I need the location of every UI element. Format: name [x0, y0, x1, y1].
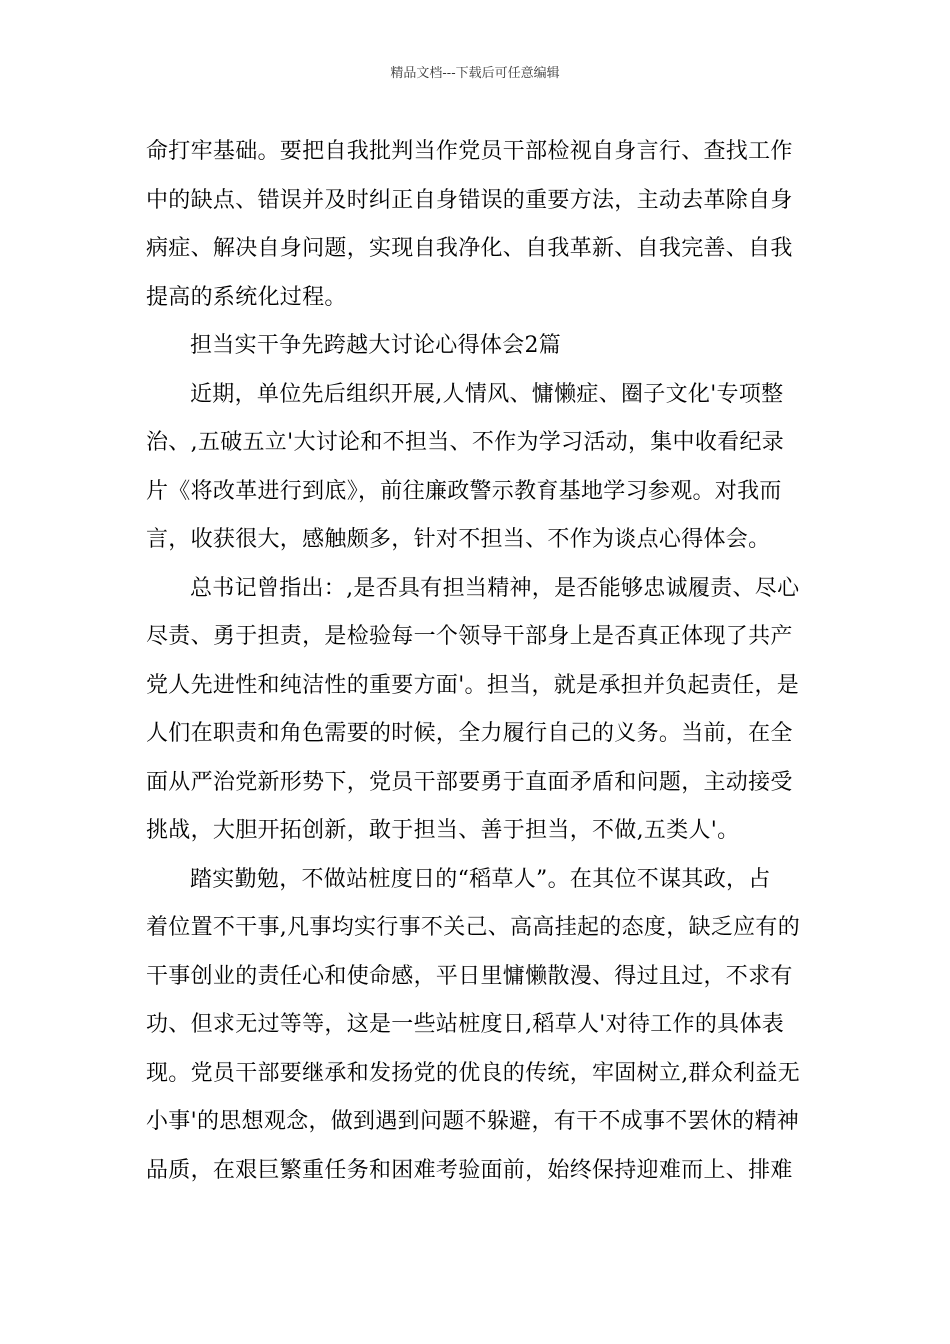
text-line: 病症、解决自身问题，实现自我净化、自我革新、自我完善、自我 — [146, 236, 793, 261]
text-line: 小事'的思想观念，做到遇到问题不躲避，有干不成事不罢休的精神 — [146, 1109, 800, 1134]
text-line: 近期，单位先后组织开展,人情风、慵懒症、圈子文化'专项整 — [190, 381, 784, 407]
text-line: 面从严治党新形势下，党员干部要勇于直面矛盾和问题，主动接受 — [146, 769, 793, 795]
text-line: 片《将改革进行到底》，前往廉政警示教育基地学习参观。对我而 — [146, 478, 782, 504]
text-line: 治、,五破五立'大讨论和不担当、不作为学习活动，集中收看纪录 — [146, 430, 785, 455]
text-line: 品质，在艰巨繁重任务和困难考验面前，始终保持迎难而上、排难 — [146, 1157, 793, 1183]
text-line: 着位置不干事,凡事均实行事不关己、高高挂起的态度，缺乏应有的 — [146, 915, 800, 940]
text-line: 总书记曾指出：,是否具有担当精神，是否能够忠诚履责、尽心 — [190, 575, 800, 601]
text-line: 言，收获很大，感触颇多，针对不担当、不作为谈点心得体会。 — [146, 527, 771, 552]
text-line: 尽责、勇于担责，是检验每一个领导干部身上是否真正体现了共产 — [146, 624, 793, 649]
text-line: 现。党员干部要继承和发扬党的优良的传统，牢固树立,群众利益无 — [146, 1060, 800, 1086]
text-line: 踏实勤勉，不做站桩度日的“稻草人”。在其位不谋其政，占 — [190, 866, 771, 892]
text-line: 挑战，大胆开拓创新，敢于担当、善于担当，不做,五类人'。 — [146, 818, 740, 843]
text-line: 提高的系统化过程。 — [146, 284, 347, 310]
text-line: 人们在职责和角色需要的时候，全力履行自己的义务。当前，在全 — [146, 721, 793, 746]
text-line: 党人先进性和纯洁性的重要方面'。担当，就是承担并负起责任，是 — [146, 672, 800, 698]
text-line: 命打牢基础。要把自我批判当作党员干部检视自身言行、查找工作 — [146, 139, 793, 164]
document-body — [146, 128, 806, 1195]
text-line: 功、但求无过等等，这是一些站桩度日,稻草人'对待工作的具体表 — [146, 1012, 785, 1037]
text-line: 干事创业的责任心和使命感，平日里慵懒散漫、得过且过，不求有 — [146, 963, 793, 989]
section-title: 担当实干争先跨越大讨论心得体会2篇 — [190, 333, 562, 358]
page-header: 精品文档---下载后可任意编辑 — [390, 66, 560, 81]
text-line: 中的缺点、错误并及时纠正自身错误的重要方法，主动去革除自身 — [146, 187, 793, 213]
